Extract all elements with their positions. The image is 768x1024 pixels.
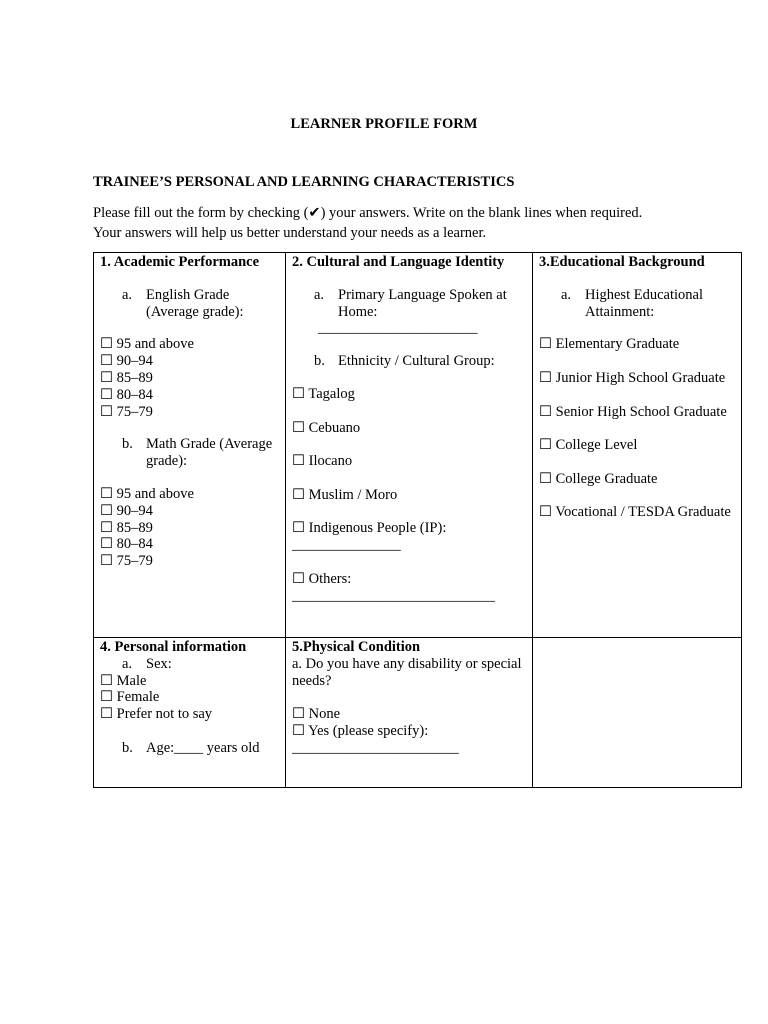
ethnicity-question: b. Ethnicity / Cultural Group:: [314, 353, 495, 370]
age-question: b. Age:____ years old: [122, 739, 260, 756]
sex-option-male[interactable]: ☐ Male: [100, 672, 147, 689]
math-option-80[interactable]: ☐ 80–84: [100, 536, 153, 553]
academic-performance-cell: [94, 253, 286, 638]
personal-information-cell: [94, 638, 286, 788]
others-blank[interactable]: ____________________________: [292, 587, 495, 604]
attainment-option-jhs[interactable]: ☐ Junior High School Graduate: [539, 369, 726, 386]
math-option-95[interactable]: ☐ 95 and above: [100, 485, 194, 502]
english-option-85[interactable]: ☐ 85–89: [100, 369, 153, 386]
sex-question: a. Sex:: [122, 655, 172, 672]
attainment-option-college-level[interactable]: ☐ College Level: [539, 437, 638, 454]
english-grade-options: [100, 336, 279, 420]
disability-specify-blank[interactable]: _______________________: [292, 739, 459, 756]
primary-language-question: a. Primary Language Spoken at Home:: [314, 286, 507, 320]
sex-option-prefer-not[interactable]: ☐ Prefer not to say: [100, 706, 213, 723]
math-option-75[interactable]: ☐ 75–79: [100, 553, 153, 570]
english-option-75[interactable]: ☐ 75–79: [100, 403, 153, 420]
attainment-option-college-grad[interactable]: ☐ College Graduate: [539, 470, 658, 487]
educational-background-cell: [533, 253, 742, 638]
attainment-option-shs[interactable]: ☐ Senior High School Graduate: [539, 403, 727, 420]
math-grade-question: b. Math Grade (Average grade):: [122, 436, 273, 470]
attainment-question: a. Highest Educational Attainment:: [561, 286, 703, 320]
ip-blank[interactable]: _______________: [292, 537, 401, 554]
educational-background-heading: 3.Educational Background: [539, 254, 705, 270]
math-grade-options: [100, 486, 279, 570]
disability-option-yes[interactable]: ☐ Yes (please specify):: [292, 722, 429, 739]
physical-condition-cell: [286, 638, 533, 788]
cultural-language-cell: [286, 253, 533, 638]
attainment-options: [539, 336, 735, 521]
section-subtitle: TRAINEE’S PERSONAL AND LEARNING CHARACTERISTICS: [93, 174, 515, 190]
ethnicity-option-ip[interactable]: ☐ Indigenous People (IP):: [292, 520, 447, 537]
ethnicity-option-cebuano[interactable]: ☐ Cebuano: [292, 419, 361, 436]
instructions-text: Please fill out the form by checking (✔) your answers. Write on the blank lines when required. Your answers will help us better understand your needs as a learner.: [93, 205, 643, 241]
ethnicity-option-ilocano[interactable]: ☐ Ilocano: [292, 453, 353, 470]
attainment-option-vocational[interactable]: ☐ Vocational / TESDA Graduate: [539, 504, 731, 521]
attainment-option-elementary[interactable]: ☐ Elementary Graduate: [539, 336, 680, 353]
cultural-language-heading: 2. Cultural and Language Identity: [292, 254, 505, 270]
english-option-90[interactable]: ☐ 90–94: [100, 353, 153, 370]
form-title: LEARNER PROFILE FORM: [290, 116, 478, 132]
primary-language-blank[interactable]: ______________________: [318, 320, 478, 337]
ethnicity-option-tagalog[interactable]: ☐ Tagalog: [292, 385, 355, 402]
empty-cell: [533, 638, 742, 788]
personal-information-heading: 4. Personal information: [100, 639, 247, 655]
ethnicity-option-others[interactable]: ☐ Others:: [292, 570, 352, 587]
profile-table: [93, 252, 742, 788]
academic-performance-heading: 1. Academic Performance: [100, 254, 260, 270]
disability-option-none[interactable]: ☐ None: [292, 706, 341, 723]
ethnicity-options: [292, 386, 526, 604]
physical-condition-heading: 5.Physical Condition: [292, 639, 421, 655]
ethnicity-option-muslim[interactable]: ☐ Muslim / Moro: [292, 486, 398, 503]
english-option-80[interactable]: ☐ 80–84: [100, 386, 153, 403]
english-option-95[interactable]: ☐ 95 and above: [100, 336, 194, 353]
disability-question: a. Do you have any disability or special needs?: [292, 655, 522, 689]
english-grade-question: a. English Grade (Average grade):: [122, 286, 244, 320]
sex-option-female[interactable]: ☐ Female: [100, 689, 160, 706]
math-option-85[interactable]: ☐ 85–89: [100, 519, 153, 536]
math-option-90[interactable]: ☐ 90–94: [100, 502, 153, 519]
